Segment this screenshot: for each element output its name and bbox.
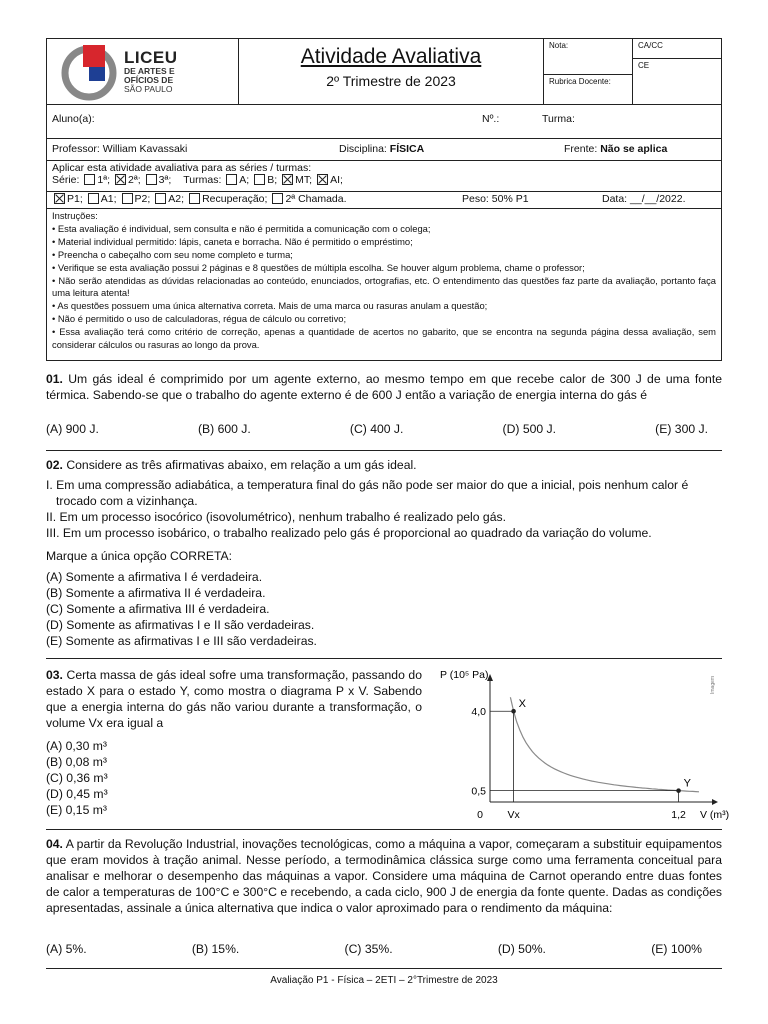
- q2-option[interactable]: (E) Somente as afirmativas I e III são verdadeiras.: [46, 634, 317, 648]
- q4-text: A partir da Revolução Industrial, inovações tecnológicas, como a máquina a vapor, começaram a substituir equipamentos que eram movidos à tração animal. Nesse período, a termodinâmica clássica surge como uma ferramenta conceitual para analisar e melhorar o desempenho das máquinas a vapor. Considere uma máquina de Carnot operando entre duas fontes de calor a temperaturas de 100°C e 300°C e recebendo, a cada ciclo, 900 J de energia da fonte quente. Dadas as condições apresentadas, assinale a única alternativa que indica o valor aproximado para o rendimento da máquina:: [46, 837, 722, 915]
- tipo-option: [52, 193, 83, 205]
- serie-label: 2ª;: [128, 174, 141, 186]
- aplicar-text: Aplicar esta atividade avaliativa para as séries / turmas:: [52, 162, 312, 174]
- turma-label: AI;: [330, 174, 343, 186]
- q4-option[interactable]: (D) 50%.: [497, 942, 546, 956]
- cacc-block: [633, 39, 721, 104]
- tipo-label: 2ª Chamada.: [285, 193, 347, 205]
- instruction-item: • Preencha o cabeçalho com seu nome completo e turma;: [52, 248, 293, 260]
- turma-label: MT;: [295, 174, 313, 186]
- q1-option[interactable]: (C) 400 J.: [349, 422, 404, 436]
- q2-number: 02.: [46, 458, 63, 472]
- turmas-label: Turmas:: [183, 174, 222, 186]
- pv-diagram: [432, 664, 730, 828]
- q3-option[interactable]: (E) 0,15 m³: [46, 803, 107, 817]
- q4-option[interactable]: (A) 5%.: [46, 942, 87, 956]
- serie-option: [82, 174, 110, 186]
- origin-label: 0: [477, 809, 483, 821]
- disciplina-info: [334, 139, 559, 160]
- turma-option: [224, 174, 249, 186]
- nota-field[interactable]: Nota:: [544, 39, 632, 75]
- q1-option[interactable]: (B) 600 J.: [197, 422, 251, 436]
- q2-option[interactable]: (A) Somente a afirmativa I é verdadeira.: [46, 570, 263, 584]
- frente-info: [559, 139, 721, 160]
- instruction-item: • Não é permitido o uso de calculadoras, régua de cálculo ou corretivo;: [52, 313, 347, 325]
- y-tick-high: 4,0: [471, 706, 486, 719]
- serie-checkbox[interactable]: [146, 174, 157, 185]
- frente-label: Frente:: [564, 143, 598, 155]
- school-logo: [47, 39, 239, 104]
- numero-field[interactable]: Nº.:: [482, 113, 500, 125]
- question-3: [46, 667, 422, 731]
- q2-statement: II. Em um processo isocórico (isovolumétrico), nenhum trabalho é realizado pelo gás.: [46, 510, 506, 524]
- student-row: [47, 105, 721, 139]
- q2-statement: I. Em uma compressão adiabática, a temperatura final do gás não pode ser maior do que a inicial, pois nenhum calor é trocado com a vizinhança.: [46, 478, 689, 508]
- q3-option[interactable]: (B) 0,08 m³: [46, 755, 107, 769]
- y-tick-low: 0,5: [471, 785, 486, 798]
- instruction-item: • Material individual permitido: lápis, caneta e borracha. Não é permitido o empréstimo;: [52, 235, 413, 247]
- tipo-checkbox[interactable]: [189, 193, 200, 204]
- tipo-option: [120, 193, 151, 205]
- q2-option[interactable]: (B) Somente a afirmativa II é verdadeira.: [46, 586, 266, 600]
- peso-info: Peso: 50% P1: [462, 193, 529, 205]
- turma-option: [252, 174, 277, 186]
- q2-option[interactable]: (C) Somente a afirmativa III é verdadeira.: [46, 602, 270, 616]
- separator-1: [46, 450, 722, 451]
- x-tick-high: 1,2: [671, 809, 686, 821]
- serie-option: [113, 174, 141, 186]
- header-title-row: [47, 39, 721, 105]
- turma-label: A;: [239, 174, 250, 186]
- tipo-option: [270, 193, 346, 205]
- serie-checkbox[interactable]: [84, 174, 95, 185]
- q1-text: Um gás ideal é comprimido por um agente externo, ao mesmo tempo em que recebe calor de 300 J de uma fonte térmica. Sabendo-se que o trabalho do agente externo é de 600 J então a variação de energia interna do gás é: [46, 372, 722, 402]
- instructions-row: [47, 209, 721, 360]
- q2-statement: III. Em um processo isobárico, o trabalho realizado pelo gás é proporcional ao quadrado da variação do volume.: [46, 526, 652, 540]
- tipo-label: P2;: [134, 193, 151, 205]
- tipo-option: [86, 193, 117, 205]
- tipos-list: [52, 193, 350, 205]
- cacc-field[interactable]: CA/CC: [633, 39, 721, 59]
- x-tick-vx: Vx: [507, 809, 520, 821]
- q4-option[interactable]: (B) 15%.: [191, 942, 240, 956]
- q2-option[interactable]: (D) Somente as afirmativas I e II são verdadeiras.: [46, 618, 315, 632]
- state-label-y: Y: [683, 777, 691, 790]
- q4-number: 04.: [46, 837, 63, 851]
- disciplina-value: FÍSICA: [389, 143, 425, 155]
- series-checkboxes: [47, 174, 721, 186]
- q1-option[interactable]: (D) 500 J.: [502, 422, 557, 436]
- logo-line-3: OFÍCIOS DE: [124, 75, 174, 85]
- state-label-x: X: [518, 698, 526, 711]
- instructions-list: [52, 223, 716, 352]
- instruction-item: • Não serão atendidas as dúvidas relacionadas ao conteúdo, enunciados, ortografias, etc. O entendimento das questões faz parte da avaliação, portanto faça uma leitura atenta!: [52, 274, 716, 299]
- serie-label: Série:: [52, 174, 80, 186]
- instructions-title: Instruções:: [52, 210, 98, 221]
- q2-text: Considere as três afirmativas abaixo, em relação a um gás ideal.: [66, 458, 417, 472]
- q3-text: Certa massa de gás ideal sofre uma transformação, passando do estado X para o estado Y, como mostra o diagrama P x V. Sabendo que a energia interna do gás não variou durante a transformação, o volume Vx era igual a: [46, 668, 422, 730]
- turma-checkbox[interactable]: [226, 174, 237, 185]
- turma-checkbox[interactable]: [254, 174, 265, 185]
- q3-option[interactable]: (A) 0,30 m³: [46, 739, 107, 753]
- instruction-item: • As questões possuem uma única alternativa correta. Mais de uma marca ou rasuras anulam a questão;: [52, 300, 488, 312]
- logo-text-main: LICEU: [124, 48, 178, 67]
- page-title: Atividade Avaliativa: [300, 45, 482, 68]
- ce-field[interactable]: CE: [638, 61, 650, 70]
- q4-option[interactable]: (C) 35%.: [344, 942, 393, 956]
- logo-text-sub: [124, 67, 175, 94]
- tipo-checkbox[interactable]: [155, 193, 166, 204]
- x-axis-arrow-icon: [712, 799, 718, 805]
- serie-label: 3ª;: [158, 174, 172, 186]
- tipo-row: [47, 192, 721, 209]
- instructions-block: [47, 209, 721, 360]
- state-point-x: [511, 709, 516, 714]
- q1-number: 01.: [46, 372, 63, 386]
- y-axis-label: P (10⁵ Pa): [440, 669, 489, 681]
- tipo-checkbox[interactable]: [122, 193, 133, 204]
- series-row: [47, 161, 721, 192]
- tipo-checkboxes: [47, 192, 457, 208]
- turma-label: B;: [267, 174, 278, 186]
- disciplina-label: Disciplina:: [339, 143, 387, 155]
- page-subtitle: 2º Trimestre de 2023: [326, 73, 456, 89]
- rubrica-field[interactable]: Rubrica Docente:: [549, 77, 611, 86]
- q3-options: [46, 738, 246, 818]
- tipo-label: A2;: [168, 193, 185, 205]
- q4-options: [46, 941, 722, 957]
- grade-block: [544, 39, 633, 104]
- q4-option[interactable]: (E) 100%: [651, 942, 702, 956]
- serie-option: [144, 174, 172, 186]
- turma-checkbox[interactable]: [282, 174, 293, 185]
- separator-4: [46, 968, 722, 969]
- q1-options: [46, 421, 722, 437]
- image-credit: Imagem: [710, 675, 716, 694]
- separator-2: [46, 658, 722, 659]
- q1-option[interactable]: (E) 300 J.: [655, 422, 708, 436]
- tipo-checkbox[interactable]: [88, 193, 99, 204]
- professor-label: Professor:: [52, 143, 100, 155]
- instruction-item: • Essa avaliação terá como critério de correção, apenas a quantidade de acertos no gabarito, que se encontra na segunda página dessa avaliação, sem considerar cálculos ou rasuras ao longo da prova.: [52, 326, 716, 351]
- x-axis-label: V (m³): [700, 809, 730, 821]
- question-1: [46, 371, 722, 403]
- q2-options: [46, 569, 722, 649]
- serie-checkbox[interactable]: [115, 174, 126, 185]
- q3-number: 03.: [46, 668, 63, 682]
- state-point-y: [676, 788, 681, 793]
- logo-line-4: SÃO PAULO: [124, 84, 173, 94]
- professor-name: William Kavassaki: [102, 143, 188, 155]
- professor-row: [47, 139, 721, 161]
- question-4: [46, 836, 722, 916]
- tipo-label: A1;: [100, 193, 117, 205]
- series-list: [82, 174, 174, 186]
- data-info[interactable]: Data: __/__/2022.: [602, 193, 686, 205]
- logo-emblem-icon: [59, 43, 119, 99]
- page-footer: Avaliação P1 - Física – 2ETI – 2°Trimestre de 2023: [270, 975, 498, 986]
- tipo-label: Recuperação;: [202, 193, 268, 205]
- aluno-field[interactable]: Aluno(a):: [52, 113, 95, 125]
- tipo-option: [153, 193, 184, 205]
- instruction-item: • Verifique se esta avaliação possui 2 páginas e 8 questões de múltipla escolha. Se houver algum problema, chame o professor;: [52, 261, 585, 273]
- q3-option[interactable]: (C) 0,36 m³: [46, 771, 108, 785]
- frente-value: Não se aplica: [600, 143, 668, 155]
- logo-line-2: DE ARTES E: [124, 66, 175, 76]
- professor-info: [47, 139, 334, 160]
- question-2: [46, 457, 722, 473]
- separator-3: [46, 829, 722, 830]
- turma-option: [280, 174, 312, 186]
- title-block: [239, 39, 544, 104]
- q3-option[interactable]: (D) 0,45 m³: [46, 787, 108, 801]
- q2-prompt: Marque a única opção CORRETA:: [46, 549, 233, 563]
- tipo-label: P1;: [67, 193, 83, 205]
- isotherm-curve: [510, 697, 699, 792]
- q2-statements: [46, 477, 722, 541]
- tipo-option: [187, 193, 267, 205]
- serie-label: 1ª;: [97, 174, 111, 186]
- turma-field[interactable]: Turma:: [542, 113, 575, 125]
- instruction-item: • Esta avaliação é individual, sem consulta e não é permitida a comunicação com o colega;: [52, 222, 431, 234]
- turmas-list: [224, 174, 346, 186]
- turma-option: [315, 174, 343, 186]
- q1-option[interactable]: (A) 900 J.: [46, 422, 99, 436]
- exam-header: [46, 38, 722, 361]
- turma-checkbox[interactable]: [317, 174, 328, 185]
- tipo-checkbox[interactable]: [54, 193, 65, 204]
- tipo-checkbox[interactable]: [272, 193, 283, 204]
